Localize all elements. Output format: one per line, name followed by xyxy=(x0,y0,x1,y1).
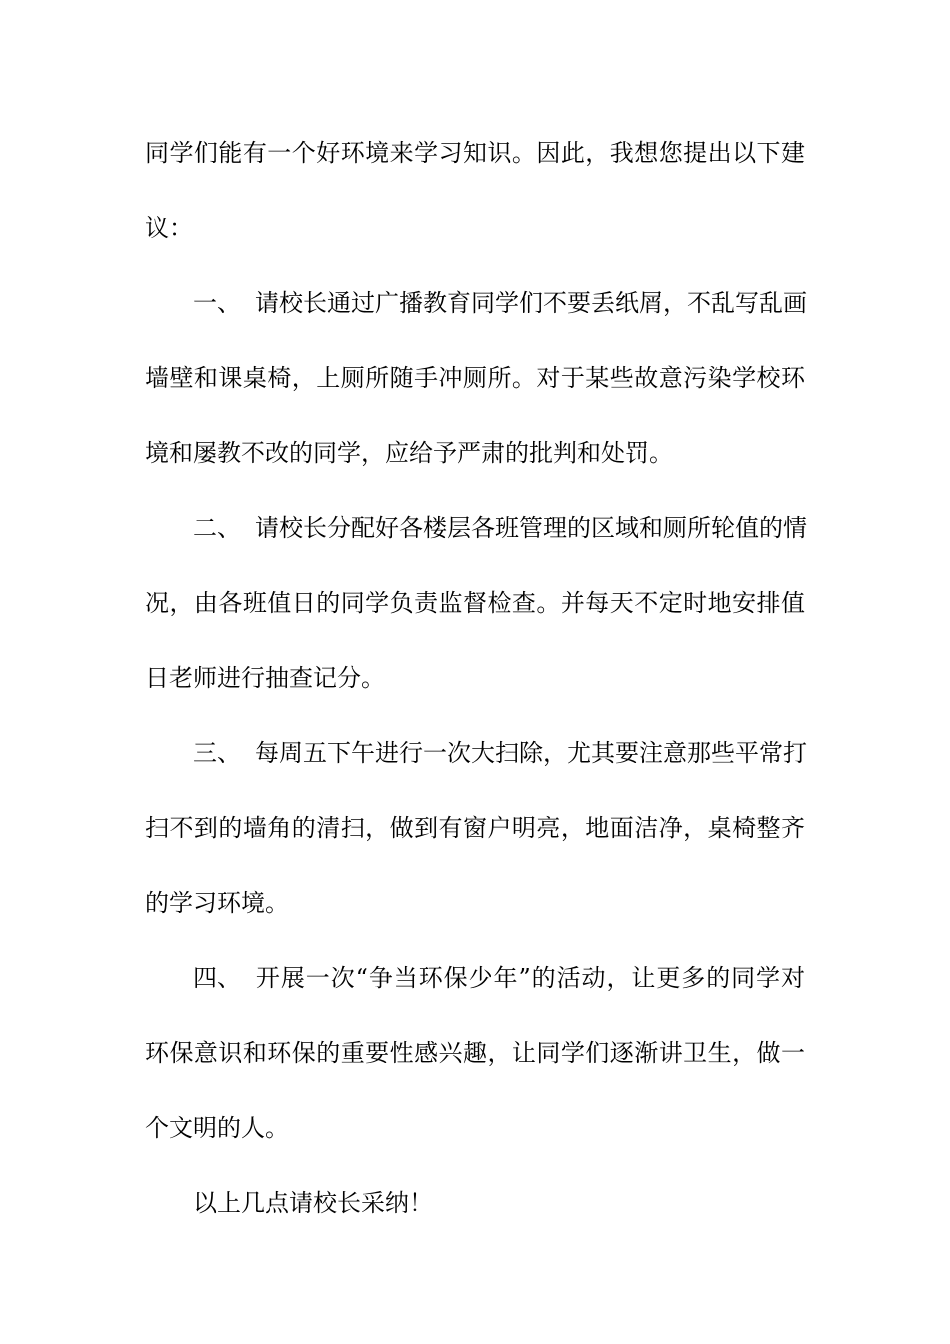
item-4-first-line xyxy=(193,961,805,995)
item-4-line-1: 开展一次“争当环保少年”的活动，让更多的同学对 xyxy=(255,964,805,992)
item-3-line-1: 每周五下午进行一次大扫除，尤其要注意那些平常打 xyxy=(255,739,807,767)
item-2-first-line xyxy=(193,511,805,545)
item-4-number: 四、 xyxy=(193,964,241,992)
item-1-line-3: 境和屡教不改的同学，应给予严肃的批判和处罚。 xyxy=(145,439,673,467)
item-2-number: 二、 xyxy=(193,514,241,542)
closing-line: 以上几点请校长采纳！ xyxy=(193,1189,433,1217)
intro-line-1: 同学们能有一个好环境来学习知识。因此，我想您提出以下建 xyxy=(145,139,805,167)
item-3-line-3: 的学习环境。 xyxy=(145,889,289,917)
item-4-line-2: 环保意识和环保的重要性感兴趣，让同学们逐渐讲卫生，做一 xyxy=(145,1039,805,1067)
intro-line-2: 议： xyxy=(145,214,193,242)
item-1-number: 一、 xyxy=(193,289,241,317)
item-1-line-1: 请校长通过广播教育同学们不要丢纸屑，不乱写乱画 xyxy=(255,289,807,317)
item-3-number: 三、 xyxy=(193,739,241,767)
item-3-first-line xyxy=(193,736,805,770)
item-2-line-2: 况，由各班值日的同学负责监督检查。并每天不定时地安排值 xyxy=(145,589,805,617)
item-2-line-3: 日老师进行抽查记分。 xyxy=(145,664,385,692)
item-3-line-2: 扫不到的墙角的清扫，做到有窗户明亮，地面洁净，桌椅整齐 xyxy=(145,814,805,842)
item-1-first-line xyxy=(193,286,805,320)
item-4-line-3: 个文明的人。 xyxy=(145,1114,289,1142)
item-2-line-1: 请校长分配好各楼层各班管理的区域和厕所轮值的情 xyxy=(255,514,807,542)
item-1-line-2: 墙壁和课桌椅，上厕所随手冲厕所。对于某些故意污染学校环 xyxy=(145,364,805,392)
